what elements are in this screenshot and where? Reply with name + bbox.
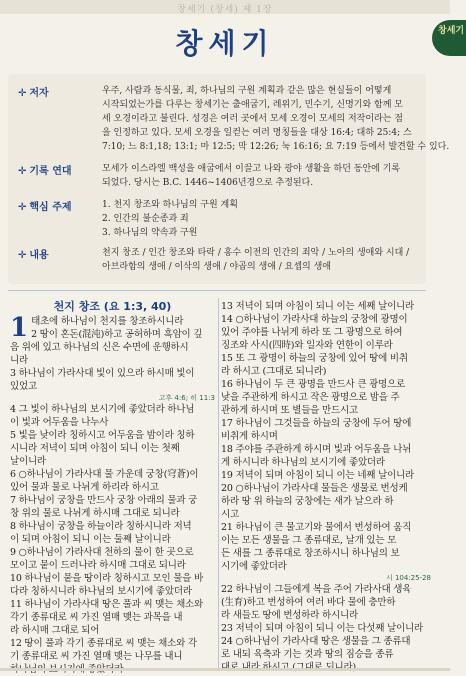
- verse-line: 있었고: [10, 381, 37, 392]
- verse-line: 7 하나님이 궁창을 만드사 궁창 아래의 물과 궁: [10, 495, 198, 506]
- cross-reference: 고후 4:6; 히 11:3: [158, 394, 215, 402]
- thumb-index-label: 창세기: [438, 26, 465, 36]
- verse-line: 시기에 좋았더라: [221, 561, 287, 572]
- cross-reference: 시 104:25-28: [385, 574, 431, 582]
- verse-line: 하라 땅 위 하늘의 궁창에는 새가 날으라 하: [221, 496, 394, 507]
- intro-theme-text: 1. 천지 창조와 하나님의 구원 계획 2. 인간의 불순종과 죄 3. 하나님의 약속과 구원: [102, 200, 238, 238]
- bottom-strip: [0, 668, 450, 671]
- verse-line: 음 위에 있고 하나님의 신은 수면에 운행하시: [10, 342, 189, 353]
- top-strip: [0, 0, 450, 14]
- verse-line: 19 저녁이 되며 아침이 되니 이는 네째 날이니라: [221, 470, 415, 481]
- verse-line: 든 새를 그 종류대로 창조하시니 하나님의 보: [221, 548, 400, 559]
- verse-line: 니라: [10, 355, 28, 366]
- column-divider: [218, 298, 219, 668]
- verse-line: 20 ○하나님이 가라사대 물들은 생물로 번성케: [221, 483, 408, 494]
- verse-line: 태초에 하나님이 천지를 창조하시니라: [31, 316, 184, 327]
- verse-line: 4 그 빛이 하나님의 보시기에 좋았더라 하나님: [10, 404, 195, 415]
- verse-line: 2 땅이 혼돈(混沌)하고 공허하며 흑암이 깊: [31, 329, 203, 340]
- verse-line: 각기 종류대로 씨 가진 열매 맺는 과목을 내: [10, 612, 183, 623]
- verse-line: 12 땅이 풀과 각기 종류대로 씨 맺는 채소와 각: [10, 638, 197, 649]
- verse-line: 다라 칭하시니라 하나님의 보시기에 좋았더라: [10, 586, 192, 597]
- intro-date-label: ✛ 기록 연대: [18, 166, 72, 177]
- verse-line: 비취게 하시며: [221, 431, 278, 442]
- verse-line: 14 ○하나님이 가라사대 하늘의 궁창에 광명이: [221, 314, 408, 325]
- verse-line: 10 하나님이 뭍을 땅이라 칭하시고 모인 물을 바: [10, 573, 204, 584]
- verse-line: 시고: [221, 509, 239, 520]
- verse-line: 모이고 뭍이 드러나라 하시매 그대로 되니라: [10, 560, 186, 571]
- verse-line: 8 하나님이 궁창을 하늘이라 칭하시니라 저녁: [10, 521, 192, 532]
- verse-line: 있어 주야를 나뉘게 하라 또 그 광명으로 하여: [221, 327, 403, 338]
- left-scripture-column: [10, 300, 215, 676]
- page-title: 창세기: [175, 27, 275, 60]
- verse-line: 16 하나님이 두 큰 광명을 만드사 큰 광명으로: [221, 379, 406, 390]
- verse-line: 24 ○하나님이 가라사대 땅은 생물을 그 종류대: [221, 636, 411, 647]
- section-heading: 천지 창조 (요 1:3, 40): [53, 300, 172, 313]
- verse-line: 21 하나님이 큰 물고기와 물에서 번성하여 움직: [221, 522, 412, 533]
- cross-marker-icon: ✛: [18, 250, 27, 261]
- verse-line: 6 ○하나님이 가라사대 물 가운데 궁창(穹蒼)이: [10, 469, 199, 480]
- verse-line: 22 하나님이 그들에게 복을 주어 가라사대 생육: [221, 584, 412, 595]
- verse-line: 징조와 사시(四時)와 일자와 연한이 이루라: [221, 340, 393, 351]
- verse-line: 낮을 주관하게 하시고 작은 광명으로 밤을 주: [221, 392, 400, 403]
- verse-line: 있어 물과 물로 나뉘게 하리라 하시고: [10, 482, 159, 493]
- intro-content-label: ✛ 내용: [18, 250, 49, 261]
- running-header: 창세기 (창세) 제 1장: [177, 5, 273, 15]
- intro-theme-label: ✛ 핵심 주제: [18, 202, 72, 213]
- verse-line: 시니라 저녁이 되며 아침이 되니 이는 첫째: [10, 443, 180, 454]
- verse-line: 이 빛과 어두움을 나누사: [10, 417, 109, 428]
- verse-line: 관하게 하시며 또 별들을 만드시고: [221, 405, 358, 416]
- verse-line: 15 또 그 광명이 하늘의 궁창에 있어 땅에 비취: [221, 353, 408, 364]
- verse-line: 11 하나님이 가라사대 땅은 풀과 씨 맺는 채소와: [10, 599, 204, 610]
- intro-content-text: 천지 창조 / 인간 창조와 타락 / 홍수 이전의 인간의 죄악 / 노아의 생애와 시대 / 아브라함의 생애 / 이삭의 생애 / 야곱의 생애 / 요셉의 생애: [102, 248, 410, 272]
- intro-author-text: 우주, 사람과 동식물, 죄, 하나님의 구원 계획과 같은 많은 현실들이 어떻게 시작되었는가를 다루는 창세기는 출애굽기, 레위기, 민수기, 신명기와 함께 모 세 오경이라고 불린다. 성경은 여러 곳에서 모세 오경이 모세의 저작이라는 점 을 인정하고 있다. 모세 오경을 일컫는 여러 명칭들을 대상 16:4; 대하 25:4; 스 7:10; 느 8:1,18; 13:1; 마 12:5; 막 12:26; 눅 16:16; 요 7:19 등에서 발견할 수 있다.: [102, 86, 450, 152]
- intro-author-label: ✛ 저자: [18, 88, 49, 99]
- verse-line: 5 빛을 낮이라 칭하시고 어두움을 밤이라 칭하: [10, 430, 195, 441]
- verse-line: 라 하시매 그대로 되어: [10, 625, 100, 636]
- verse-line: 기 종류대로 씨 가진 열매 맺는 나무를 내니: [10, 651, 183, 662]
- cross-marker-icon: ✛: [18, 88, 27, 99]
- verse-line: (生育)하고 번성하여 여러 바다 물에 충만하: [221, 597, 396, 608]
- verse-line: 18 주야를 주관하게 하시며 빛과 어두움을 나뉘: [221, 444, 412, 455]
- verse-line: 라 새들도 땅에 번성하라 하시니라: [221, 610, 358, 621]
- verse-line: 13 저녁이 되며 아침이 되니 이는 세째 날이니라: [221, 301, 415, 312]
- thumb-index-tab[interactable]: [432, 20, 466, 56]
- verse-line: 게 하시니라 하나님의 보시기에 좋았더라: [221, 457, 385, 468]
- book-introduction-box: [8, 74, 450, 284]
- verse-line: 이는 모든 생물을 그 종류대로, 날개 있는 모: [221, 535, 397, 546]
- verse-line: 17 하나님이 그것들을 하늘의 궁창에 두어 땅에: [221, 418, 412, 429]
- verse-line: 이 되며 아침이 되니 이는 둘째 날이니라: [10, 534, 171, 545]
- verse-line: 로 내되 육축과 기는 것과 땅의 짐승을 종류: [221, 649, 394, 660]
- verse-line: 라 하시고 (그대로 되니라): [221, 366, 327, 377]
- cross-marker-icon: ✛: [18, 202, 27, 213]
- verse-line: 23 저녁이 되며 아침이 되니 이는 다섯째 날이니라: [221, 623, 423, 634]
- verse-line: 날이니라: [10, 456, 46, 467]
- section-divider: [8, 290, 426, 291]
- cross-marker-icon: ✛: [18, 166, 27, 177]
- intro-date-text: 모세가 이스라엘 백성을 애굽에서 이끌고 나와 광야 생활을 하던 동안에 기록 되었다. 당시는 B.C. 1446~1406년경으로 추정된다.: [102, 164, 401, 188]
- right-scripture-column: [221, 300, 431, 674]
- verse-line: 9 ○하나님이 가라사대 천하의 물이 한 곳으로: [10, 547, 194, 558]
- chapter-number: 1: [10, 313, 29, 343]
- verse-line: 3 하나님이 가라사대 빛이 있으라 하시매 빛이: [10, 368, 195, 379]
- verse-line: 창 위의 물로 나뉘게 하시매 그대로 되니라: [10, 508, 180, 519]
